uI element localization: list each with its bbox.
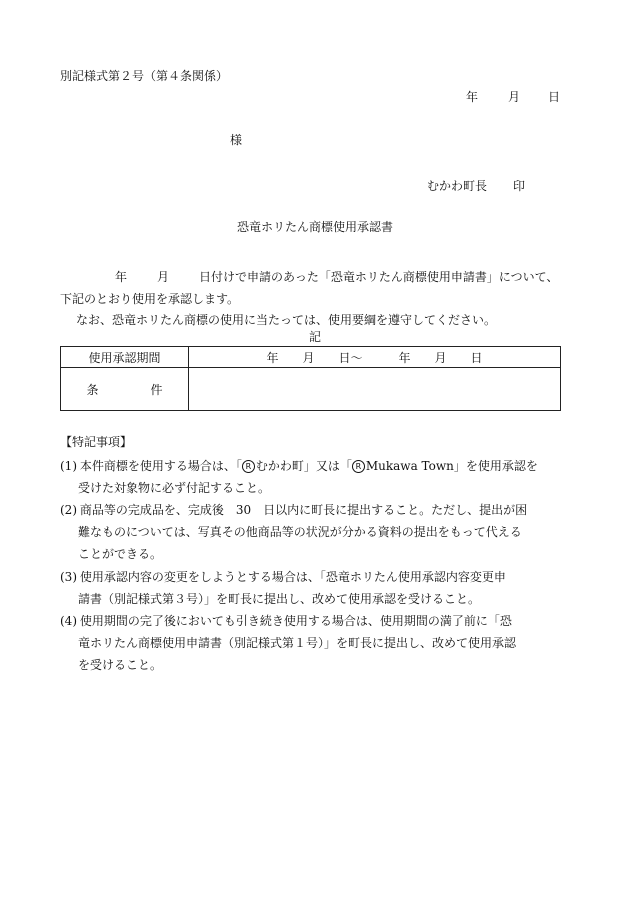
issuer (427, 180, 525, 192)
note-text: 商品等の完成品を、完成後 30 日以内に町長に提出すること。ただし、提出が困 (79, 503, 528, 517)
table-row (61, 368, 561, 411)
body-paragraph-2 (60, 309, 570, 331)
note-text: ことができる。 (78, 547, 163, 561)
conditions-value (189, 368, 561, 411)
approval-table (60, 346, 561, 411)
note-text: 請書（別記様式第３号）」を町長に提出し、改めて使用承認を受けること。 (78, 592, 481, 606)
conditions-label (61, 368, 189, 411)
date-year: 年 (466, 90, 479, 104)
note-text: 使用期間の完了後においても引き続き使用する場合は、使用期間の満了前に「恐 (79, 614, 512, 628)
note-item-4 (60, 610, 560, 676)
note-text: 使用承認内容の変更をしようとする場合は、「恐竜ホリたん使用承認内容変更申 (79, 570, 506, 584)
table-row (61, 347, 561, 368)
note-number: (1) (60, 459, 77, 473)
note-text: 受けた対象物に必ず付記すること。 (78, 481, 271, 495)
note-text: むかわ町」又は「 (255, 459, 352, 473)
seal-mark: 印 (513, 179, 526, 193)
p2-text: なお、恐竜ホリたん商標の使用に当たっては、使用要綱を遵守してください。 (76, 313, 497, 327)
period-label: 使用承認期間 (61, 347, 189, 368)
note-item-2 (60, 499, 560, 565)
document-title: 恐竜ホリたん商標使用承認書 (236, 220, 393, 234)
note-item-1 (60, 455, 560, 499)
ki-heading: 記 (308, 330, 321, 344)
note-text: 難なものについては、写真その他商品等の状況が分かる資料の提出をもって代える (78, 525, 522, 539)
note-text: を受けること。 (78, 658, 163, 672)
note-number: (4) (60, 614, 77, 628)
p1-year: 年 (115, 270, 128, 284)
registered-mark-icon: R (242, 460, 255, 473)
form-label: 別記様式第２号（第４条関係） (60, 69, 229, 83)
note-number: (3) (60, 570, 77, 584)
note-item-3 (60, 566, 560, 610)
note-text: Mukawa Town」を使用承認を (365, 459, 538, 473)
conditions-label-b: 件 (150, 382, 163, 397)
note-text: 本件商標を使用する場合は、「 (79, 459, 242, 473)
note-text: 竜ホリたん商標使用申請書（別記様式第１号）」を町長に提出し、改めて使用承認 (78, 636, 517, 650)
registered-mark-icon: R (352, 460, 365, 473)
date-day: 日 (548, 90, 561, 104)
notes-heading: 【特記事項】 (60, 435, 133, 449)
p1-month: 月 (157, 270, 170, 284)
date-month: 月 (508, 90, 521, 104)
note-number: (2) (60, 503, 77, 517)
period-value: 年 月 日～ 年 月 日 (189, 347, 561, 368)
p1-rest: 日付けで申請のあった「恐竜ホリたん商標使用申請書」について、下記のとおり使用を承認します。 (60, 270, 559, 306)
issuer-name: むかわ町長 (427, 179, 488, 193)
conditions-label-a: 条 (86, 382, 99, 397)
issue-date (466, 91, 560, 103)
addressee: 様 (230, 133, 243, 147)
body-paragraph-1 (60, 266, 570, 310)
